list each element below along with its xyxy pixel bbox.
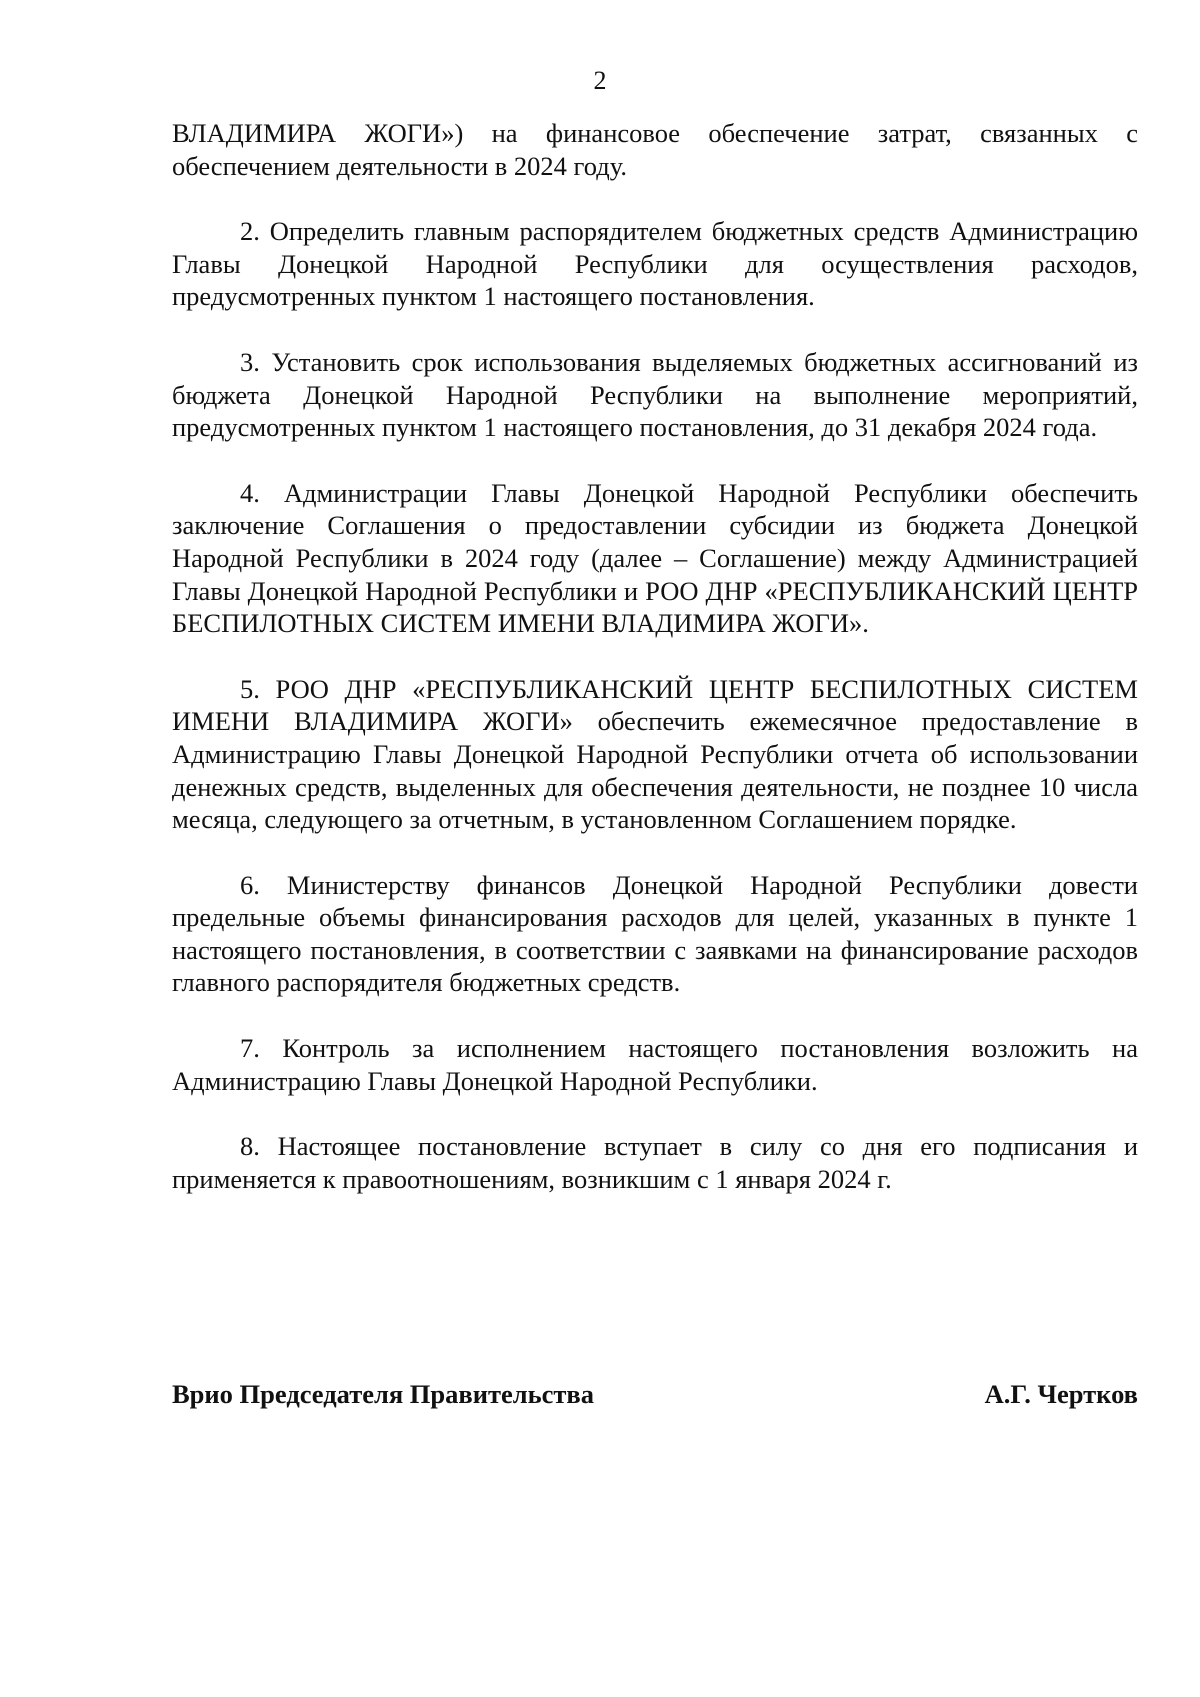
- page-number: 2: [593, 66, 607, 95]
- signature-block: [172, 1378, 1138, 1410]
- document-body: [172, 117, 1138, 1228]
- paragraph-item-3: 3. Установить срок использования выделяемых бюджетных ассигнований из бюджета Донецкой Народной Республики на выполнение мероприятий, предусмотренных пунктом 1 настоящего постановления, до 31 декабря 2024 года.: [172, 346, 1138, 443]
- paragraph-item-8: 8. Настоящее постановление вступает в силу со дня его подписания и применяется к правоотношениям, возникшим с 1 января 2024 г.: [172, 1131, 1138, 1194]
- paragraph-continuation: ВЛАДИМИРА ЖОГИ») на финансовое обеспечение затрат, связанных с обеспечением деятельности в 2024 году.: [172, 118, 1138, 181]
- paragraph-item-4: 4. Администрации Главы Донецкой Народной Республики обеспечить заключение Соглашения о предоставлении субсидии из бюджета Донецкой Народной Республики в 2024 году (далее – Соглашение) между Администрацией Главы Донецкой Народной Республики и РОО ДНР «РЕСПУБЛИКАНСКИЙ ЦЕНТР БЕСПИЛОТНЫХ СИСТЕМ ИМЕНИ ВЛАДИМИРА ЖОГИ».: [172, 477, 1138, 639]
- paragraph-item-7: 7. Контроль за исполнением настоящего постановления возложить на Администрацию Главы Донецкой Народной Республики.: [172, 1033, 1138, 1096]
- paragraph-item-5: 5. РОО ДНР «РЕСПУБЛИКАНСКИЙ ЦЕНТР БЕСПИЛОТНЫХ СИСТЕМ ИМЕНИ ВЛАДИМИРА ЖОГИ» обеспечить ежемесячное предоставление в Администрацию Главы Донецкой Народной Республики отчета об использовании денежных средств, выделенных для обеспечения деятельности, не позднее 10 числа месяца, следующего за отчетным, в установленном Соглашением порядке.: [172, 673, 1138, 835]
- paragraph-item-6: 6. Министерству финансов Донецкой Народной Республики довести предельные объемы финансирования расходов для целей, указанных в пункте 1 настоящего постановления, в соответствии с заявками на финансирование расходов главного распорядителя бюджетных средств.: [172, 869, 1138, 998]
- signatory-name: А.Г. Чертков: [984, 1379, 1138, 1409]
- signatory-position: Врио Председателя Правительства: [172, 1379, 594, 1409]
- paragraph-item-2: 2. Определить главным распорядителем бюджетных средств Администрацию Главы Донецкой Народной Республики для осуществления расходов, предусмотренных пунктом 1 настоящего постановления.: [172, 216, 1138, 312]
